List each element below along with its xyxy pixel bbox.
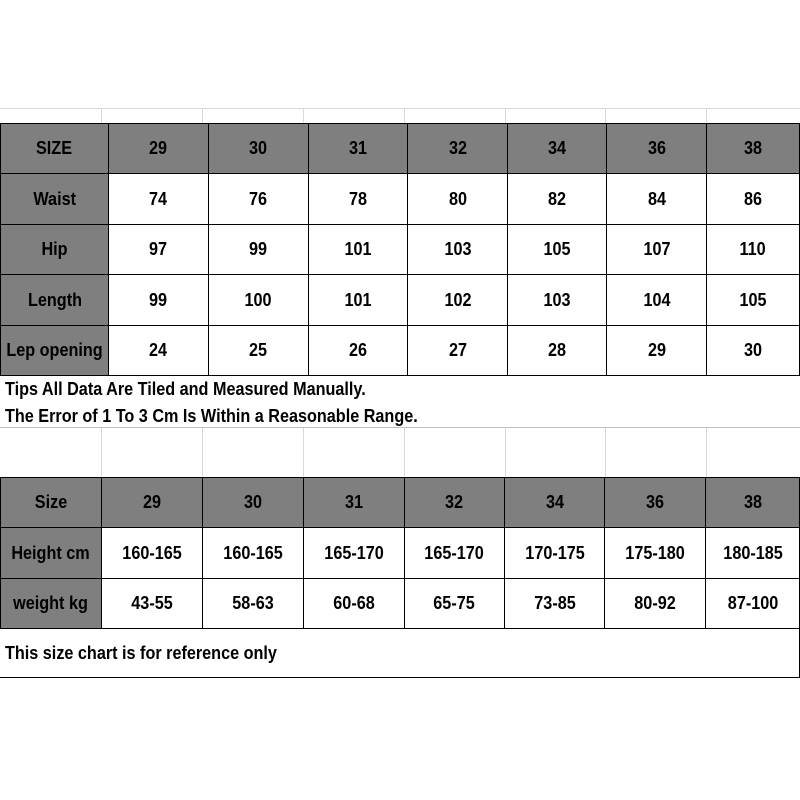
table-cell: 76 [208, 174, 308, 225]
table-cell: 97 [109, 225, 209, 275]
table-cell: 180-185 [706, 528, 800, 579]
header-cell: SIZE [1, 124, 109, 174]
height-weight-table [0, 477, 800, 629]
table-cell: 103 [408, 225, 508, 275]
table-row [1, 174, 800, 225]
header-cell: 38 [707, 124, 800, 174]
row-label-cell: Lep opening [1, 326, 109, 376]
table-cell: 175-180 [605, 528, 706, 579]
table-cell: 86 [707, 174, 800, 225]
sheet-gridlines-middle [0, 428, 800, 478]
table-cell: 165-170 [303, 528, 404, 579]
tips-note-line-1: Tips All Data Are Tiled and Measured Manually. [5, 379, 366, 399]
table-cell: 82 [508, 174, 607, 225]
table-row [1, 528, 800, 579]
table-row [1, 225, 800, 275]
table-cell: 87-100 [706, 579, 800, 629]
table-cell: 25 [208, 326, 308, 376]
table-cell: 60-68 [303, 579, 404, 629]
sheet-gridlines-top [0, 108, 800, 123]
row-label-cell: Height cm [1, 528, 102, 579]
table-cell: 24 [109, 326, 209, 376]
tips-note-line-2: The Error of 1 To 3 Cm Is Within a Reasonable Range. [5, 406, 418, 426]
header-cell: 31 [303, 478, 404, 528]
header-cell: 32 [404, 478, 505, 528]
header-cell: 36 [605, 478, 706, 528]
table-cell: 160-165 [101, 528, 202, 579]
header-cell: 36 [607, 124, 707, 174]
row-label-cell: Hip [1, 225, 109, 275]
table-cell: 58-63 [202, 579, 303, 629]
table-cell: 78 [308, 174, 408, 225]
table-cell: 99 [208, 225, 308, 275]
table-cell: 27 [408, 326, 508, 376]
table-cell: 165-170 [404, 528, 505, 579]
reference-note: This size chart is for reference only [5, 643, 277, 663]
header-cell: 30 [208, 124, 308, 174]
header-cell: 29 [109, 124, 209, 174]
table-cell: 107 [607, 225, 707, 275]
table-cell: 43-55 [101, 579, 202, 629]
row-label-cell: weight kg [1, 579, 102, 629]
header-cell: 34 [505, 478, 605, 528]
table-cell: 105 [707, 275, 800, 326]
table-row [1, 579, 800, 629]
table-row [1, 326, 800, 376]
header-cell: Size [1, 478, 102, 528]
table-cell: 80-92 [605, 579, 706, 629]
table-cell: 101 [308, 225, 408, 275]
table-cell: 99 [109, 275, 209, 326]
table-cell: 105 [508, 225, 607, 275]
header-cell: 32 [408, 124, 508, 174]
header-cell: 30 [202, 478, 303, 528]
table-cell: 30 [707, 326, 800, 376]
row-label-cell: Waist [1, 174, 109, 225]
table-cell: 84 [607, 174, 707, 225]
table-cell: 29 [607, 326, 707, 376]
table-cell: 110 [707, 225, 800, 275]
table-cell: 102 [408, 275, 508, 326]
header-cell: 34 [508, 124, 607, 174]
table-cell: 65-75 [404, 579, 505, 629]
table-cell: 160-165 [202, 528, 303, 579]
table-header-row [1, 124, 800, 174]
header-cell: 29 [101, 478, 202, 528]
table-cell: 103 [508, 275, 607, 326]
row-label-cell: Length [1, 275, 109, 326]
table-cell: 73-85 [505, 579, 605, 629]
table-cell: 101 [308, 275, 408, 326]
table-cell: 170-175 [505, 528, 605, 579]
table-cell: 100 [208, 275, 308, 326]
table-cell: 74 [109, 174, 209, 225]
table-cell: 26 [308, 326, 408, 376]
size-measurement-table [0, 123, 800, 376]
table-cell: 28 [508, 326, 607, 376]
table-header-row [1, 478, 800, 528]
header-cell: 31 [308, 124, 408, 174]
table-row [1, 275, 800, 326]
footer-border [0, 677, 800, 678]
table-cell: 104 [607, 275, 707, 326]
table-cell: 80 [408, 174, 508, 225]
header-cell: 38 [706, 478, 800, 528]
